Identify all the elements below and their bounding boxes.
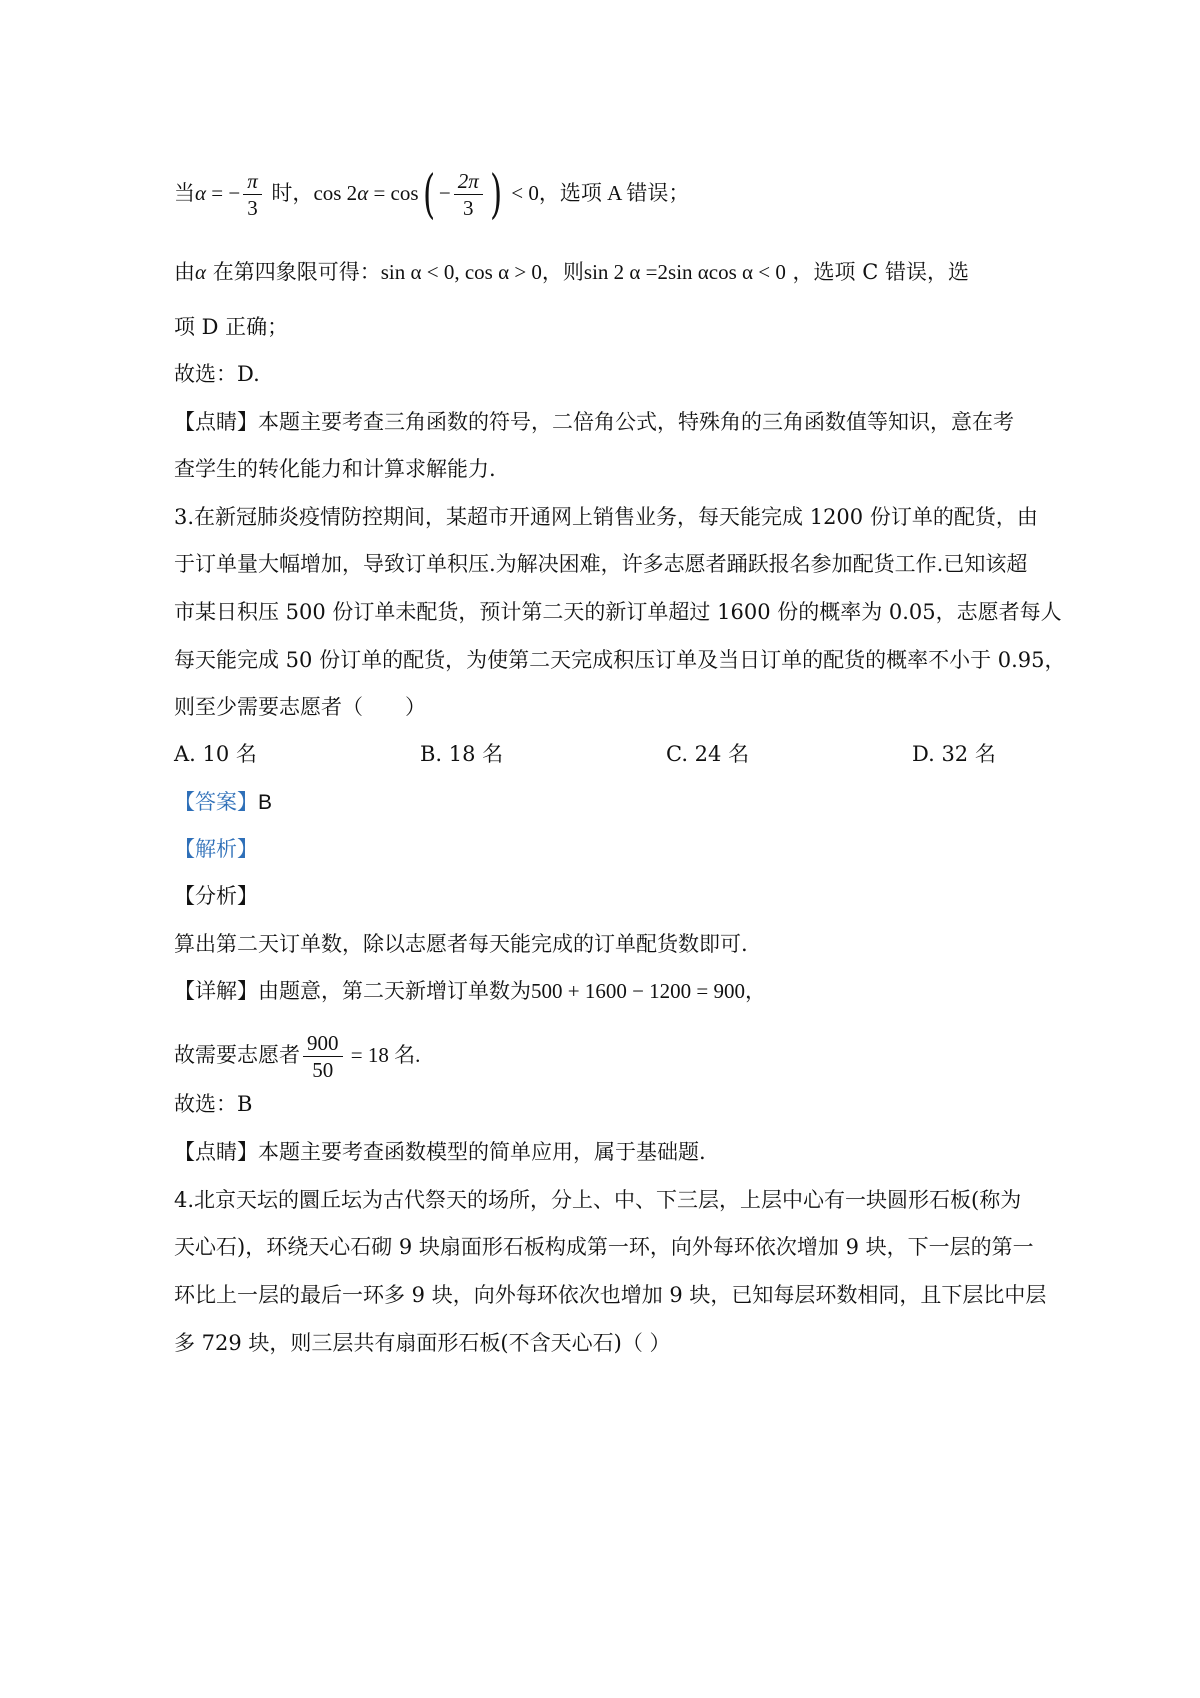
text: cos 2 — [313, 181, 358, 205]
text-line: 算出第二天订单数，除以志愿者每天能完成的订单配货数即可. — [174, 932, 748, 956]
question-4-line: 4.北京天坛的圜丘坛为古代祭天的场所，分上、中、下三层，上层中心有一块圆形石板(称为 — [174, 1188, 1022, 1212]
text: 在第四象限可得： — [206, 260, 381, 284]
alpha-symbol: α — [195, 260, 207, 284]
question-4-line: 环比上一层的最后一环多 9 块，向外每环依次也增加 9 块，已知每层环数相同，且下层比中层 — [174, 1283, 1047, 1307]
inline-math: sin 2 α =2sin αcos α < 0 — [583, 260, 786, 284]
text: = cos — [368, 181, 419, 205]
fraction-denominator: 50 — [312, 1058, 334, 1082]
analysis-label: 【解析】 — [174, 837, 258, 861]
text: ，选项 C 错误，选 — [785, 260, 969, 284]
fraction-numerator: π — [243, 168, 262, 195]
text: = − — [206, 181, 241, 205]
question-3-line: 于订单量大幅增加，导致订单积压.为解决困难，许多志愿者踊跃报名参加配货工作.已知该超 — [174, 552, 1028, 576]
fraction-denominator: 3 — [462, 196, 474, 220]
inline-math: sin α < 0, cos α > 0 — [380, 260, 542, 284]
fraction-denominator: 3 — [247, 196, 258, 220]
text: ， — [745, 979, 767, 1003]
option-d: D. 32 名 — [912, 742, 996, 766]
text-line: 【点睛】本题主要考查函数模型的简单应用，属于基础题. — [174, 1140, 706, 1164]
text-line: 查学生的转化能力和计算求解能力. — [174, 457, 496, 481]
question-3-line: 3.在新冠肺炎疫情防控期间，某超市开通网上销售业务，每天能完成 1200 份订单的配货，由 — [174, 505, 1038, 529]
text: 【详解】由题意，第二天新增订单数为 — [174, 979, 531, 1003]
text-line: 故选：D. — [174, 362, 260, 386]
text: = 18 名. — [345, 1043, 421, 1067]
text: 时， — [264, 181, 314, 205]
answer-line — [174, 788, 272, 817]
alpha-symbol: α — [357, 181, 369, 205]
text: 当 — [174, 181, 195, 205]
question-4-line: 多 729 块，则三层共有扇面形石板(不含天心石)（ ） — [174, 1331, 671, 1355]
text-line: 【点睛】本题主要考查三角函数的符号，二倍角公式，特殊角的三角函数值等知识，意在考 — [174, 410, 1014, 434]
question-3-line: 市某日积压 500 份订单未配货，预计第二天的新订单超过 1600 份的概率为 0.05，志愿者每人 — [174, 600, 1062, 624]
question-4-line: 天心石)，环绕天心石砌 9 块扇面形石板构成第一环，向外每环依次增加 9 块，下一层的第一 — [174, 1235, 1034, 1259]
math-line-2 — [174, 258, 969, 286]
text: < 0，选项 A 错误； — [506, 181, 690, 205]
fraction-numerator: 900 — [303, 1030, 343, 1057]
option-b: B. 18 名 — [420, 742, 504, 766]
text: − — [438, 181, 451, 205]
question-3-line: 则至少需要志愿者（ ） — [174, 695, 426, 719]
detail-line — [174, 977, 766, 1005]
text-line: 故选：B — [174, 1092, 253, 1116]
fraction-2pi-over-3 — [454, 168, 483, 221]
alpha-symbol: α — [195, 181, 207, 205]
fenxi-label: 【分析】 — [174, 884, 258, 908]
text: ，则 — [541, 260, 584, 284]
text: 由 — [174, 260, 195, 284]
question-3-line: 每天能完成 50 份订单的配货，为使第二天完成积压订单及当日订单的配货的概率不小于 0.95， — [174, 648, 1066, 672]
math-line-1 — [174, 164, 690, 225]
text-line: 项 D 正确； — [174, 315, 289, 339]
fraction-900-over-50 — [303, 1030, 343, 1083]
option-c: C. 24 名 — [666, 742, 750, 766]
text: 故需要志愿者 — [174, 1043, 300, 1067]
answer-label: 【答案】 — [174, 790, 258, 814]
fraction-pi-over-3 — [243, 168, 262, 221]
answer-value: B — [258, 791, 273, 814]
left-paren: ( — [422, 164, 435, 225]
right-paren: ) — [489, 164, 502, 225]
inline-math: 500 + 1600 − 1200 = 900 — [531, 979, 746, 1003]
fraction-numerator: 2π — [454, 168, 483, 195]
need-line — [174, 1030, 420, 1083]
option-a: A. 10 名 — [174, 742, 257, 766]
